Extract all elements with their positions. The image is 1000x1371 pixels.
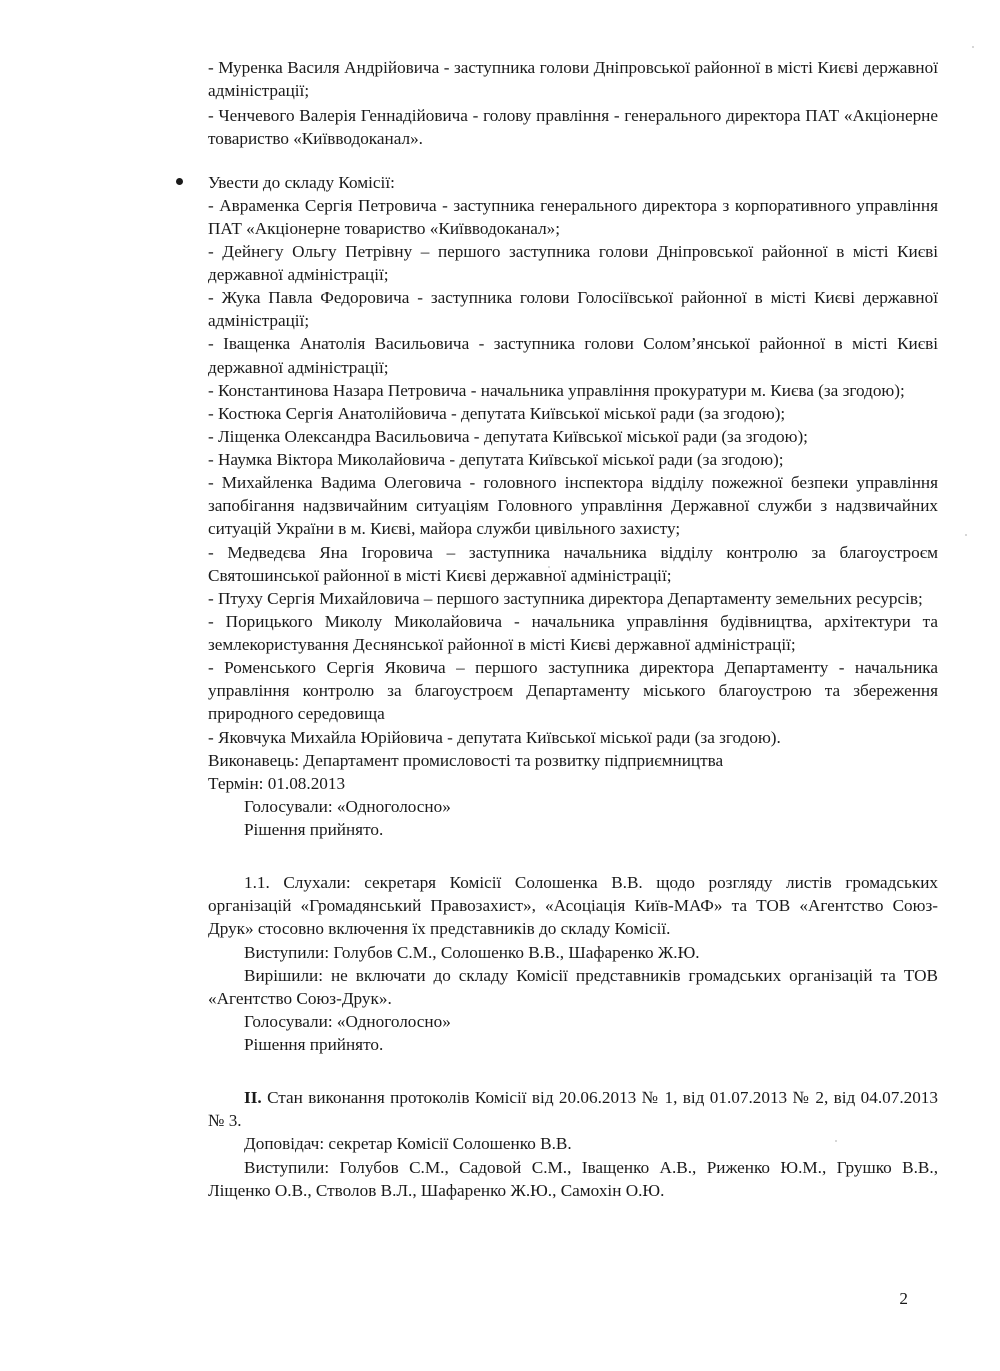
section-1-1-speakers: Виступили: Голубов С.М., Солошенко В.В., Шафаренко Ж.Ю.	[244, 942, 700, 962]
section-1-1-lead: 1.1. Слухали: секретаря Комісії Солошенка В.В. щодо розгляду листів громадських організацій «Громадянський Правозахист», «Асоціація Київ-МАФ» та ТОВ «Агентство Союз-Друк» стосовно включення їх представників до складу Комісії.	[208, 873, 938, 939]
bullet-section	[208, 171, 938, 842]
page-number: 2	[899, 1289, 908, 1308]
document-body	[208, 56, 938, 1202]
deadline-line: Термін: 01.08.2013	[208, 773, 346, 793]
commission-member-4: - Іващенка Анатолія Васильовича - заступника голови Солом’янської районної в місті Києві державної адміністрації;	[208, 334, 938, 377]
section-1-1-decision: Рішення прийнято.	[244, 1035, 384, 1054]
commission-member-7: - Ліщенка Олександра Васильовича - депутата Київської міської ради (за згодою);	[208, 426, 808, 446]
section-2-lead-text: Стан виконання протоколів Комісії від 20.06.2013 № 1, від 01.07.2013 № 2, від 04.07.2013 № 3.	[208, 1088, 938, 1131]
paragraph-top-1: - Муренка Василя Андрійовича - заступника голови Дніпровської районної в місті Києві державної адміністрації;	[208, 58, 938, 101]
bullet-item-label: Увести до складу Комісії:	[208, 172, 395, 192]
commission-member-14: - Яковчука Михайла Юрійовича - депутата Київської міської ради (за згодою).	[208, 727, 781, 747]
commission-member-6: - Костюка Сергія Анатолійовича - депутата Київської міської ради (за згодою);	[208, 403, 786, 423]
bullet-item	[208, 171, 938, 194]
commission-member-9: - Михайленка Вадима Олеговича - головного інспектора відділу пожежної безпеки управління запобігання надзвичайним ситуаціям Головного управління Державної служби з надзвичайних ситуацій України в м. Києві, майора служби цивільного захисту;	[208, 473, 938, 539]
scan-speck	[965, 534, 967, 536]
section-1-1-resolution: Вирішили: не включати до складу Комісії представників громадських організацій та ТОВ «Агентство Союз-Друк».	[208, 965, 938, 1008]
vote-line: Голосували: «Одноголосно»	[244, 796, 451, 816]
commission-member-13: - Роменського Сергія Яковича – першого заступника директора Департаменту - начальника управління контролю за благоустроєм Департаменту міського благоустрою та збереження природного середовища	[208, 658, 938, 724]
bullet-dot-icon	[176, 178, 183, 185]
commission-member-10: - Медведєва Яна Ігоровича – заступника начальника відділу контролю за благоустроєм Святошинської районної в місті Києві державної адміністрації;	[208, 542, 938, 585]
section-2-reporter: Доповідач: секретар Комісії Солошенко В.В.	[244, 1134, 572, 1154]
decision-line: Рішення прийнято.	[244, 820, 384, 839]
section-1-1-vote: Голосували: «Одноголосно»	[244, 1011, 451, 1031]
paragraph-top-2: - Ченчевого Валерія Геннадійовича - голову правління - генерального директора ПАТ «Акціонерне товариство «Київводоканал».	[208, 106, 938, 149]
section-2	[208, 1086, 938, 1202]
commission-member-12: - Порицького Миколу Миколайовича - начальника управління будівництва, архітектури та землекористування Деснянської районної в місті Києві державної адміністрації;	[208, 611, 938, 654]
commission-member-2: - Дейнегу Ольгу Петрівну – першого заступника голови Дніпровської районної в місті Києві державної адміністрації;	[208, 241, 938, 284]
commission-member-1: - Авраменка Сергія Петровича - заступника генерального директора з корпоративного управління ПАТ «Акціонерне товариство «Київводоканал»;	[208, 195, 938, 238]
scan-speck	[972, 46, 974, 48]
executor-line: Виконавець: Департамент промисловості та розвитку підприємництва	[208, 750, 724, 770]
section-2-speakers: Виступили: Голубов С.М., Садовой С.М., Іващенко А.В., Риженко Ю.М., Грушко В.В., Ліщенко О.В., Стволов В.Л., Шафаренко Ж.Ю., Самохін О.Ю.	[208, 1157, 938, 1200]
commission-member-8: - Наумка Віктора Миколайовича - депутата Київської міської ради (за згодою);	[208, 450, 784, 469]
commission-member-5: - Константинова Назара Петровича - начальника управління прокуратури м. Києва (за згодою);	[208, 380, 905, 400]
section-2-marker: II.	[244, 1088, 262, 1108]
commission-member-11: - Птуху Сергія Михайловича – першого заступника директора Департаменту земельних ресурсів;	[208, 588, 923, 608]
section-1-1	[208, 871, 938, 1056]
commission-member-3: - Жука Павла Федоровича - заступника голови Голосіївської районної в місті Києві державної адміністрації;	[208, 288, 938, 331]
section-2-lead	[208, 1086, 938, 1132]
